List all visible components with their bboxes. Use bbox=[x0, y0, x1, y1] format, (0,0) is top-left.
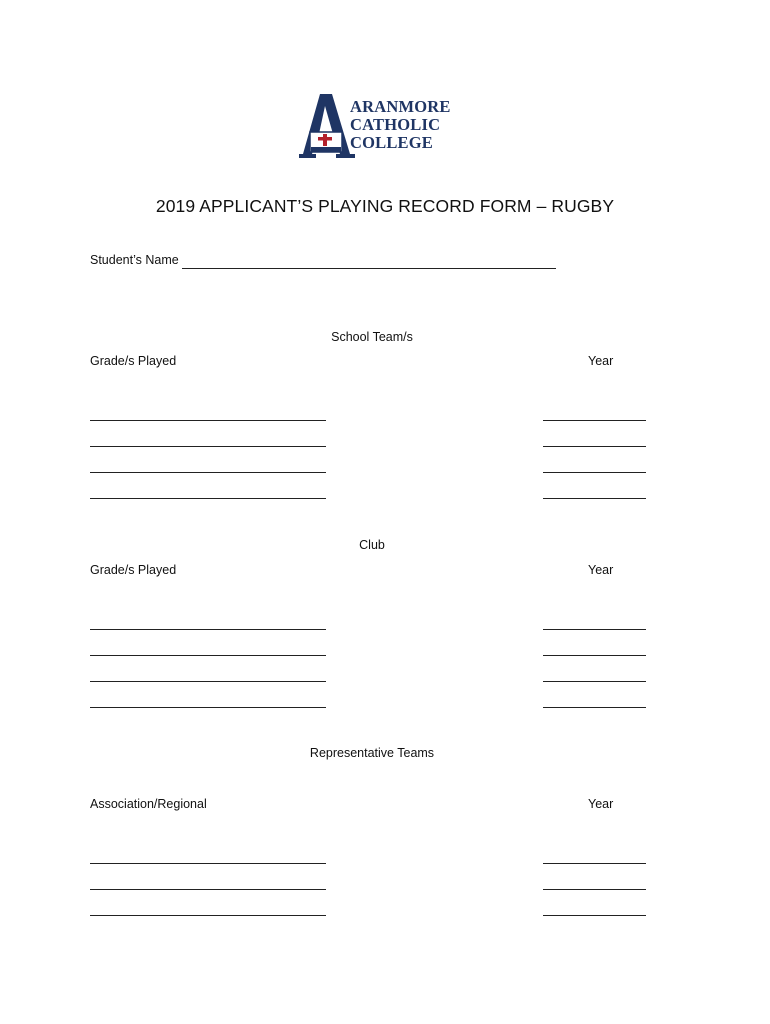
club-grade-field[interactable] bbox=[90, 629, 326, 630]
representative-teams-heading: Representative Teams bbox=[309, 746, 435, 760]
association-field[interactable] bbox=[90, 915, 326, 916]
school-grade-field[interactable] bbox=[90, 446, 326, 447]
club-year-field[interactable] bbox=[543, 707, 646, 708]
school-year-field[interactable] bbox=[543, 446, 646, 447]
school-grade-field[interactable] bbox=[90, 472, 326, 473]
representative-year-field[interactable] bbox=[543, 863, 646, 864]
association-field[interactable] bbox=[90, 863, 326, 864]
school-year-field[interactable] bbox=[543, 498, 646, 499]
logo-line-3: COLLEGE bbox=[350, 133, 434, 152]
school-year-label: Year bbox=[588, 354, 614, 368]
school-teams-heading: School Team/s bbox=[331, 330, 413, 344]
club-year-label: Year bbox=[588, 563, 614, 577]
club-grade-field[interactable] bbox=[90, 707, 326, 708]
representative-year-field[interactable] bbox=[543, 915, 646, 916]
school-grade-field[interactable] bbox=[90, 420, 326, 421]
college-logo bbox=[298, 92, 458, 160]
school-year-field[interactable] bbox=[543, 472, 646, 473]
representative-year-label: Year bbox=[588, 797, 614, 811]
school-grades-label: Grade/s Played bbox=[90, 354, 177, 368]
form-title: 2019 APPLICANT’S PLAYING RECORD FORM – RUGBY bbox=[155, 196, 615, 216]
logo-line-1: ARANMORE bbox=[350, 97, 451, 116]
school-grade-field[interactable] bbox=[90, 498, 326, 499]
association-field[interactable] bbox=[90, 889, 326, 890]
school-year-field[interactable] bbox=[543, 420, 646, 421]
student-name-label: Student’s Name bbox=[90, 253, 179, 267]
logo-wordmark bbox=[350, 98, 451, 152]
representative-year-field[interactable] bbox=[543, 889, 646, 890]
college-crest-icon bbox=[298, 92, 358, 160]
club-year-field[interactable] bbox=[543, 629, 646, 630]
student-name-field[interactable] bbox=[182, 268, 556, 269]
club-heading: Club bbox=[359, 538, 385, 552]
club-grade-field[interactable] bbox=[90, 655, 326, 656]
club-grades-label: Grade/s Played bbox=[90, 563, 177, 577]
association-regional-label: Association/Regional bbox=[90, 797, 207, 811]
logo-line-2: CATHOLIC bbox=[350, 115, 441, 134]
club-year-field[interactable] bbox=[543, 655, 646, 656]
club-grade-field[interactable] bbox=[90, 681, 326, 682]
club-year-field[interactable] bbox=[543, 681, 646, 682]
